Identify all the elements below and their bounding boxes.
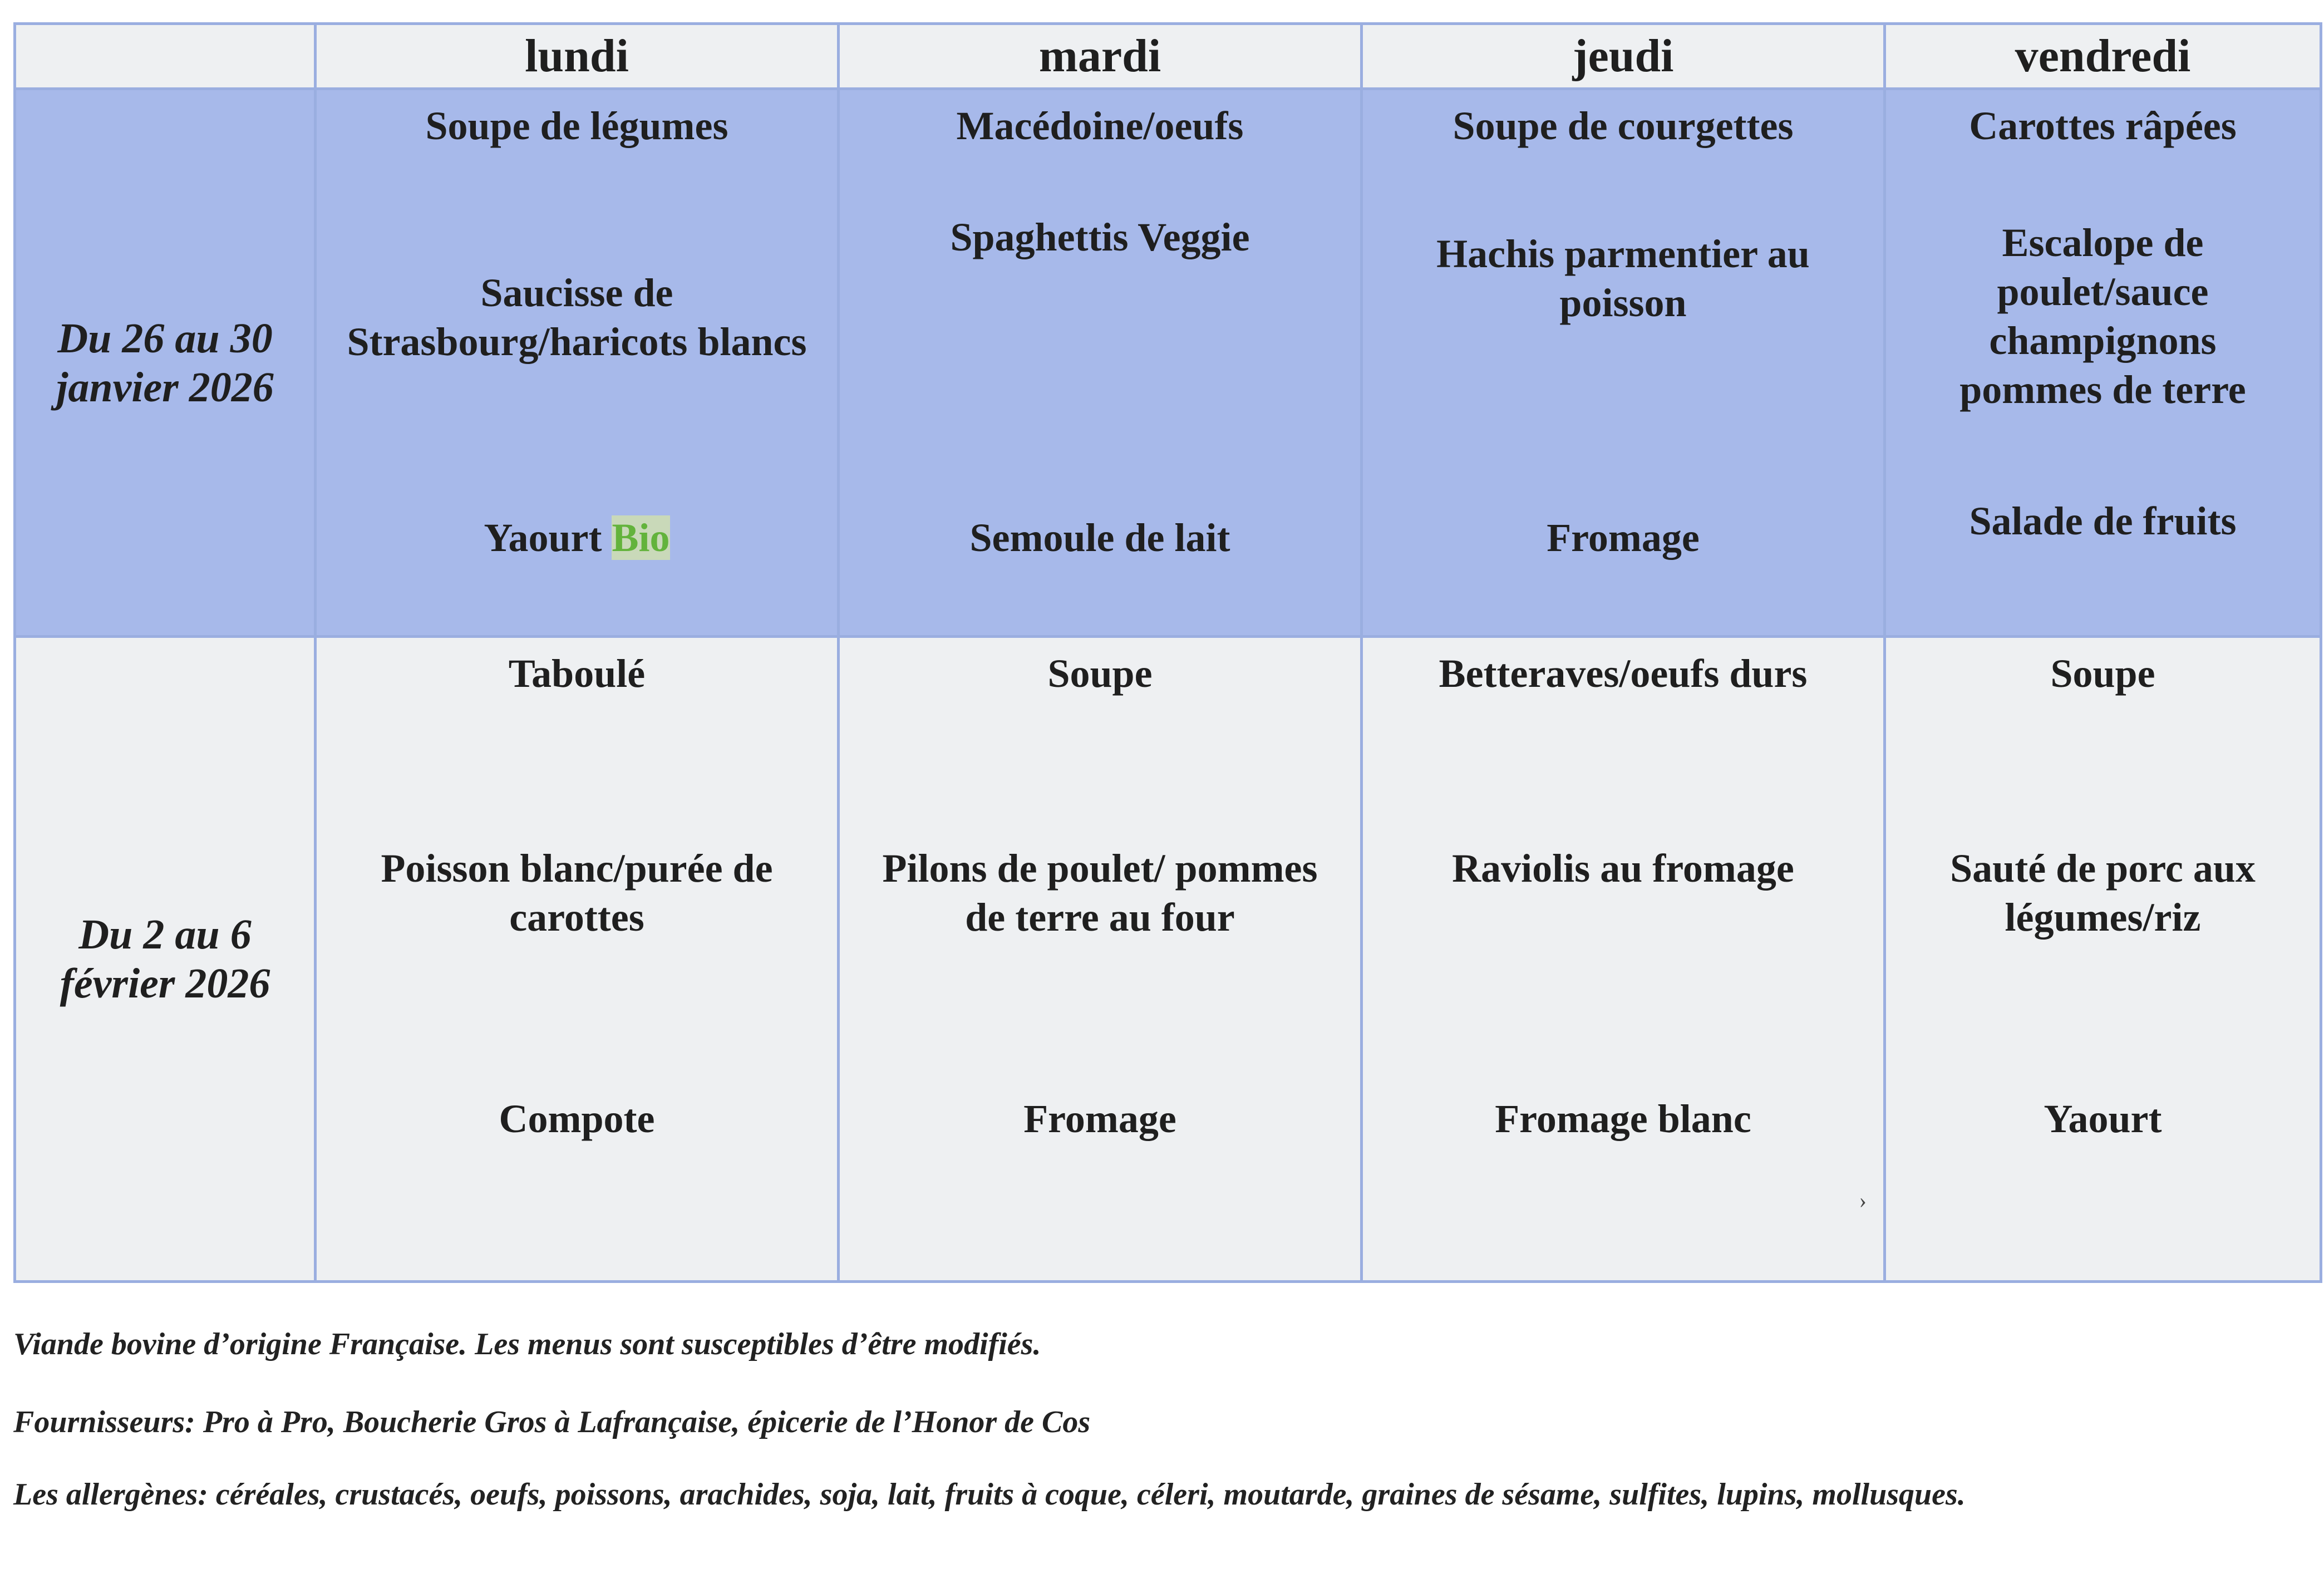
dessert: Fromage xyxy=(1547,515,1700,561)
plat: Escalope de poulet/sauce champignons pommes de terre xyxy=(1959,220,2246,412)
menu-cell xyxy=(1885,89,2321,636)
dessert: Compote xyxy=(499,1096,655,1141)
menu-cell xyxy=(1362,636,1885,1281)
menu-cell xyxy=(1362,89,1885,636)
week-label-line2: janvier 2026 xyxy=(56,363,274,411)
footer-note-suppliers: Fournisseurs: Pro à Pro, Boucherie Gros à Lafrançaise, épicerie de l’Honor de Cos xyxy=(13,1405,1091,1439)
entree: Betteraves/oeufs durs xyxy=(1439,651,1808,696)
entree: Soupe xyxy=(1047,651,1153,696)
header-day-vendredi: vendredi xyxy=(1885,24,2321,89)
dessert xyxy=(339,513,815,562)
plat: Poisson blanc/purée de carottes xyxy=(381,845,773,940)
bio-tag: Bio xyxy=(612,515,670,561)
plat: Pilons de poulet/ pommes de terre au four xyxy=(882,845,1318,940)
menu-cell xyxy=(839,89,1362,636)
week-label-line1: Du 2 au 6 xyxy=(78,911,252,958)
plat: Raviolis au fromage xyxy=(1452,845,1794,891)
dessert: Fromage blanc xyxy=(1495,1096,1751,1141)
entree: Soupe de courgettes xyxy=(1452,104,1794,149)
header-corner xyxy=(15,24,316,89)
entree: Soupe de légumes xyxy=(425,104,728,149)
menu-cell xyxy=(316,636,839,1281)
plat: Sauté de porc aux légumes/riz xyxy=(1950,845,2256,940)
header-row xyxy=(15,24,2321,89)
header-day-lundi: lundi xyxy=(316,24,839,89)
menu-table xyxy=(13,22,2322,1283)
footer-note-origin: Viande bovine d’origine Française. Les menus sont susceptibles d’être modifiés. xyxy=(13,1327,1041,1361)
entree: Carottes râpées xyxy=(1969,104,2237,149)
footer-note-allergens: Les allergènes: céréales, crustacés, oeufs, poissons, arachides, soja, lait, fruits à coque, céleri, moutarde, graines de sésame, sulfites, lupins, mollusques. xyxy=(13,1477,1966,1512)
dessert: Salade de fruits xyxy=(1969,499,2237,544)
week-row-1 xyxy=(15,89,2321,636)
week-row-2 xyxy=(15,636,2321,1281)
menu-cell xyxy=(839,636,1362,1281)
dessert: Semoule de lait xyxy=(969,515,1230,561)
entree: Macédoine/oeufs xyxy=(956,104,1244,149)
plat: Spaghettis Veggie xyxy=(950,215,1250,260)
header-day-jeudi: jeudi xyxy=(1362,24,1885,89)
plat: Saucisse de Strasbourg/haricots blancs xyxy=(347,271,807,365)
week-label-2 xyxy=(15,636,316,1281)
plat: Hachis parmentier au poisson xyxy=(1436,232,1810,326)
week-label-line2: février 2026 xyxy=(60,960,270,1007)
header-day-mardi: mardi xyxy=(839,24,1362,89)
menu-cell xyxy=(1885,636,2321,1281)
entree: Soupe xyxy=(2050,651,2155,696)
menu-cell xyxy=(316,89,839,636)
dessert: Yaourt xyxy=(2044,1096,2162,1141)
dessert-name: Yaourt xyxy=(484,515,602,561)
week-label-line1: Du 26 au 30 xyxy=(57,314,273,362)
stray-mark: › xyxy=(1859,1188,1867,1213)
entree: Taboulé xyxy=(508,651,646,696)
dessert: Fromage xyxy=(1023,1096,1176,1141)
week-label-1 xyxy=(15,89,316,636)
